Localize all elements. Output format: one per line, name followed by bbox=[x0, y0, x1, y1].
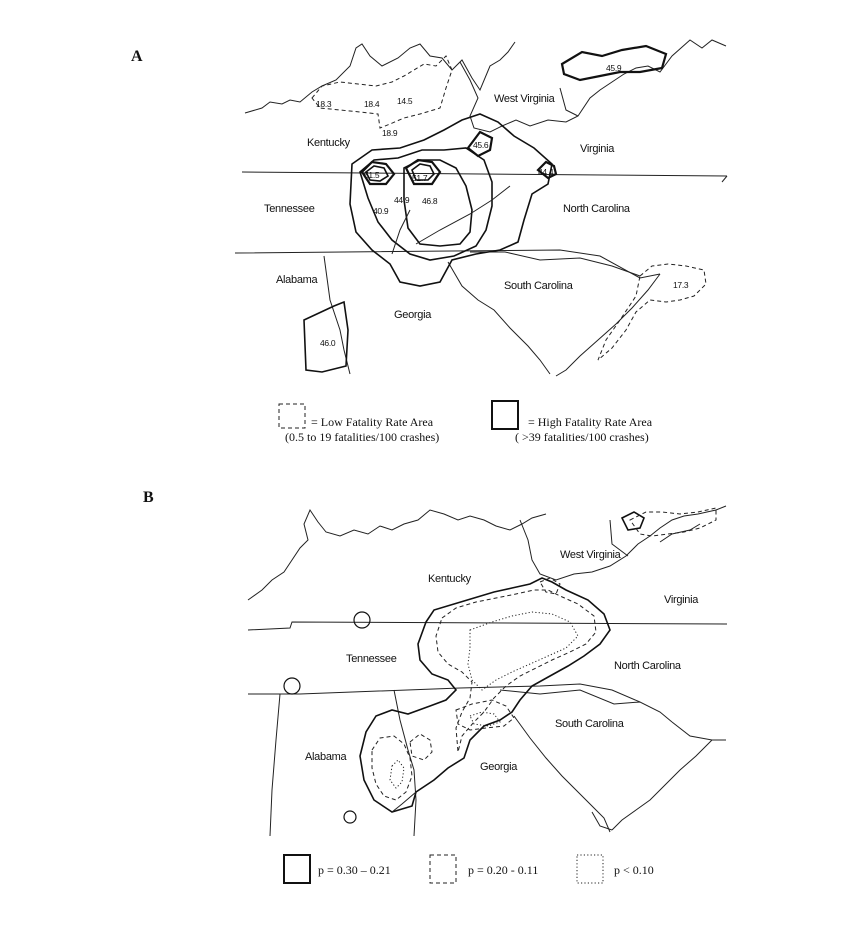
label-georgia-b: Georgia bbox=[480, 761, 518, 773]
value-46-0: 46.0 bbox=[320, 338, 336, 348]
label-west-virginia-b: West Virginia bbox=[560, 549, 621, 561]
kentucky-north-border-b bbox=[248, 510, 546, 600]
value-18-9: 18.9 bbox=[382, 128, 398, 138]
label-kentucky-b: Kentucky bbox=[428, 573, 471, 585]
legend-solid-label: p = 0.30 – 0.21 bbox=[318, 863, 391, 877]
legend-dotted-label: p < 0.10 bbox=[614, 863, 654, 877]
coastline-b bbox=[612, 740, 712, 830]
ga-sc-border bbox=[448, 262, 550, 374]
label-north-carolina-b: North Carolina bbox=[614, 660, 681, 672]
label-virginia-b: Virginia bbox=[664, 594, 699, 606]
solid-small-ga bbox=[592, 812, 612, 830]
legend-high-sub: ( >39 fatalities/100 crashes) bbox=[515, 430, 649, 444]
legend-dashed-label: p = 0.20 - 0.11 bbox=[468, 863, 539, 877]
solid-small-circle-2 bbox=[284, 678, 300, 694]
wv-va-border bbox=[560, 88, 578, 116]
high-area-tennessee-outer bbox=[350, 114, 552, 286]
label-tennessee-a: Tennessee bbox=[264, 203, 315, 215]
al-west-border-b bbox=[270, 694, 280, 836]
label-north-carolina-a: North Carolina bbox=[563, 203, 630, 215]
legend-low-label: = Low Fatality Rate Area bbox=[311, 415, 434, 429]
label-south-carolina-b: South Carolina bbox=[555, 718, 624, 730]
label-kentucky-a: Kentucky bbox=[307, 137, 350, 149]
dotted-area-alabama bbox=[390, 760, 404, 788]
label-south-carolina-a: South Carolina bbox=[504, 280, 573, 292]
label-virginia-a: Virginia bbox=[580, 143, 615, 155]
value-46-8: 46.8 bbox=[422, 196, 438, 206]
value-44-9: 44.9 bbox=[394, 195, 410, 205]
value-51-5: 51.5 bbox=[364, 170, 380, 180]
label-georgia-a: Georgia bbox=[394, 309, 432, 321]
value-45-6: 45.6 bbox=[473, 140, 489, 150]
nc-east-b bbox=[660, 524, 700, 542]
legend-dashed-swatch bbox=[430, 855, 456, 883]
tn-south-border-b bbox=[248, 684, 640, 702]
solid-small-circle-1 bbox=[354, 612, 370, 628]
panel-b bbox=[143, 489, 727, 883]
panel-a-label: A bbox=[131, 48, 143, 65]
low-area-kentucky-north bbox=[312, 56, 452, 128]
legend-high-label: = High Fatality Rate Area bbox=[528, 415, 653, 429]
dashed-area-alabama bbox=[372, 736, 412, 800]
coast-tip-b bbox=[672, 722, 726, 740]
label-alabama-a: Alabama bbox=[276, 274, 318, 286]
value-14-5: 14.5 bbox=[397, 96, 413, 106]
low-area-coast bbox=[598, 264, 706, 360]
legend-low-swatch bbox=[279, 404, 305, 428]
legend-solid-swatch bbox=[284, 855, 310, 883]
solid-small-circle-3 bbox=[344, 811, 356, 823]
value-51-7: 51.7 bbox=[412, 173, 428, 183]
panel-a bbox=[131, 40, 727, 444]
panel-b-label: B bbox=[143, 489, 154, 506]
value-17-3: 17.3 bbox=[673, 280, 689, 290]
kentucky-north-border bbox=[245, 42, 515, 113]
value-40-9: 40.9 bbox=[373, 206, 389, 216]
tn-ky-border bbox=[242, 172, 727, 176]
value-18-4: 18.4 bbox=[364, 99, 380, 109]
value-45-9: 45.9 bbox=[606, 63, 622, 73]
legend-dotted-swatch bbox=[577, 855, 603, 883]
dashed-area-alabama-small bbox=[410, 734, 432, 760]
label-west-virginia-a: West Virginia bbox=[494, 93, 555, 105]
nc-va-east bbox=[722, 176, 727, 182]
label-tennessee-b: Tennessee bbox=[346, 653, 397, 665]
interior-line-1 bbox=[416, 186, 510, 244]
legend-high-swatch bbox=[492, 401, 518, 429]
legend-low-sub: (0.5 to 19 fatalities/100 crashes) bbox=[285, 430, 440, 444]
ga-sc-border-b bbox=[514, 716, 610, 832]
solid-area-va-east bbox=[622, 512, 644, 530]
value-18-3: 18.3 bbox=[316, 99, 332, 109]
panel-a-legend bbox=[279, 401, 653, 444]
panel-b-legend bbox=[284, 855, 654, 883]
solid-area-tennessee bbox=[360, 578, 610, 812]
tn-ky-border-b bbox=[248, 622, 727, 630]
dotted-area-ga bbox=[470, 712, 500, 726]
label-alabama-b: Alabama bbox=[305, 751, 347, 763]
value-44-4: 44.4 bbox=[538, 167, 554, 177]
